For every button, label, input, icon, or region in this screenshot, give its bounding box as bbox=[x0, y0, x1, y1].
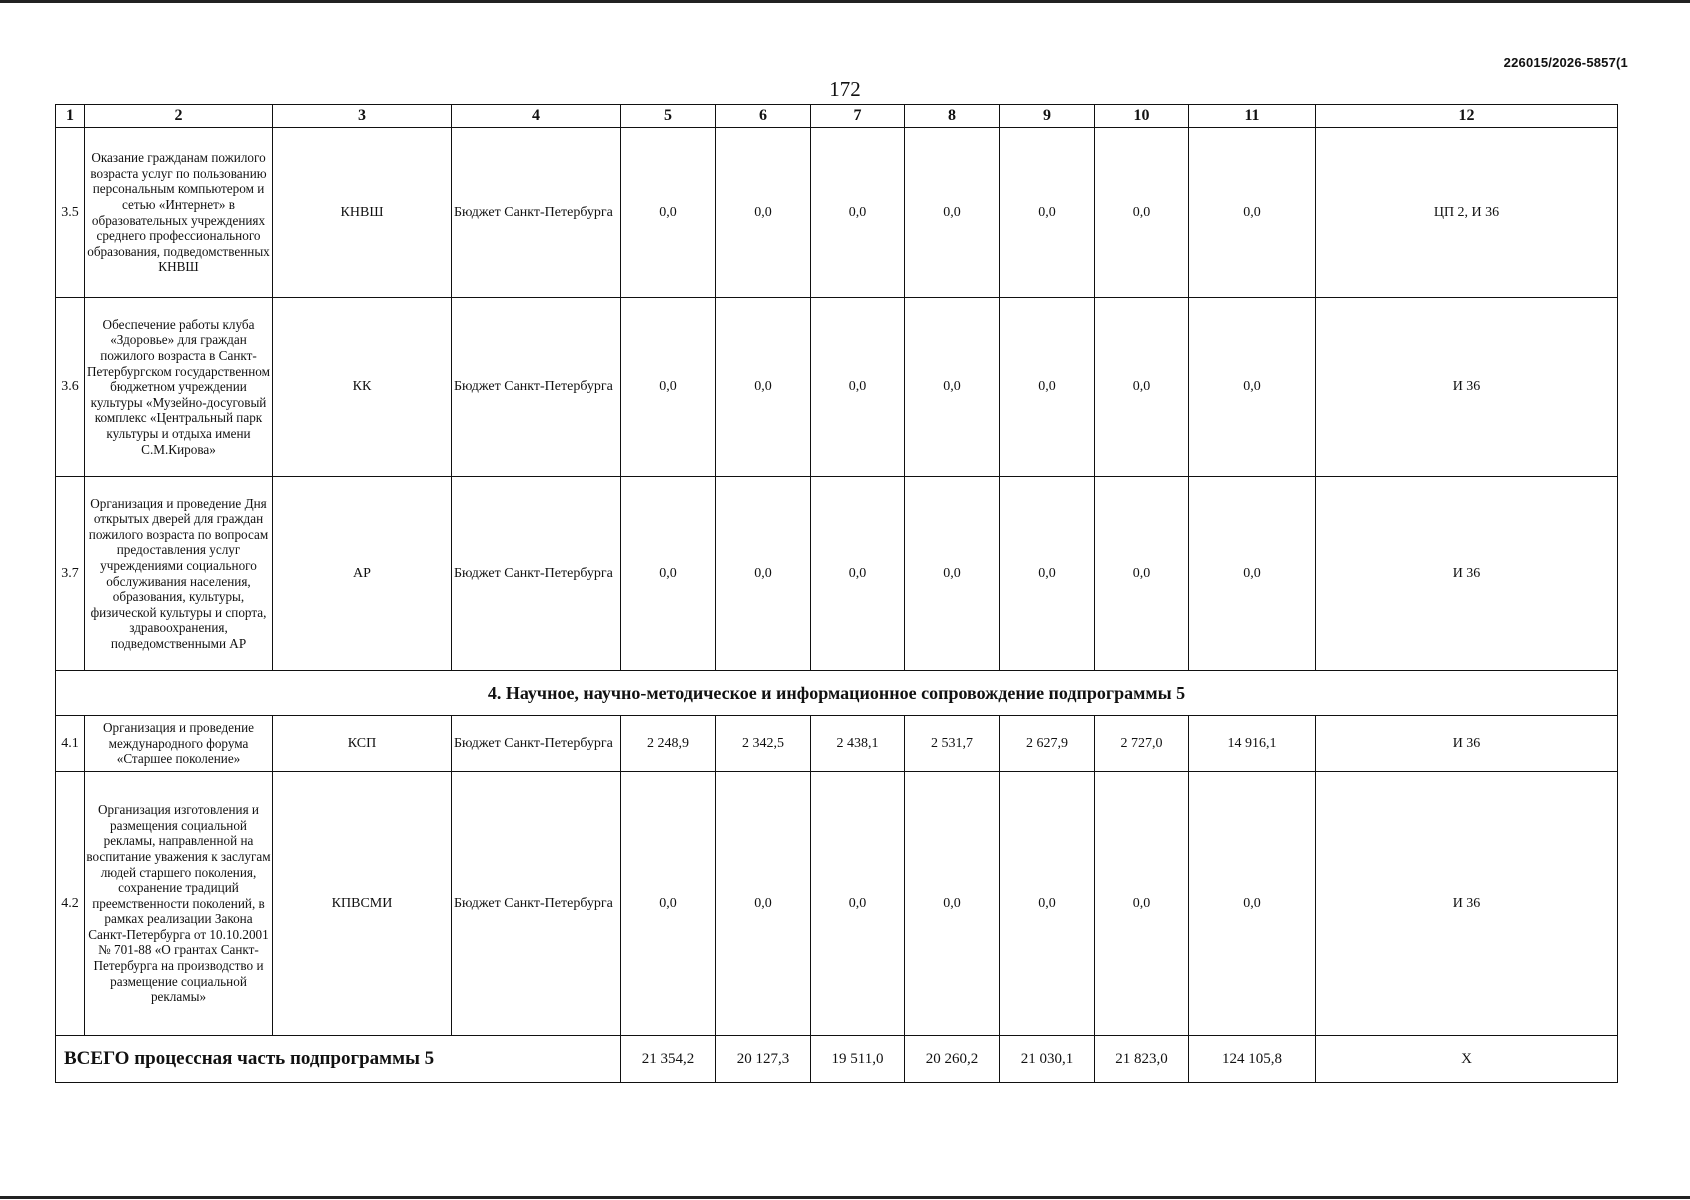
row-value: 0,0 bbox=[1000, 128, 1095, 298]
col-header: 5 bbox=[621, 105, 716, 128]
row-value: 0,0 bbox=[716, 298, 811, 477]
row-number: 4.1 bbox=[56, 716, 85, 772]
row-value: 0,0 bbox=[716, 477, 811, 671]
budget-table bbox=[55, 104, 1618, 1083]
row-value: 0,0 bbox=[1189, 298, 1316, 477]
row-value: 0,0 bbox=[1000, 298, 1095, 477]
row-value: 0,0 bbox=[1189, 128, 1316, 298]
row-executor: КСП bbox=[273, 716, 452, 772]
row-value: 0,0 bbox=[621, 477, 716, 671]
col-header: 2 bbox=[85, 105, 273, 128]
col-header: 12 bbox=[1316, 105, 1618, 128]
row-indicator: И 36 bbox=[1316, 716, 1618, 772]
row-value: 0,0 bbox=[811, 477, 905, 671]
row-value: 0,0 bbox=[1095, 477, 1189, 671]
total-row bbox=[56, 1036, 1618, 1083]
row-value: 0,0 bbox=[621, 128, 716, 298]
row-executor: КК bbox=[273, 298, 452, 477]
row-value: 2 248,9 bbox=[621, 716, 716, 772]
table-row bbox=[56, 772, 1618, 1036]
col-header: 8 bbox=[905, 105, 1000, 128]
row-value: 0,0 bbox=[1000, 477, 1095, 671]
row-executor: КПВСМИ bbox=[273, 772, 452, 1036]
row-value: 0,0 bbox=[1095, 298, 1189, 477]
total-value: 124 105,8 bbox=[1189, 1036, 1316, 1083]
row-value: 0,0 bbox=[811, 128, 905, 298]
row-value: 2 342,5 bbox=[716, 716, 811, 772]
row-value: 0,0 bbox=[905, 772, 1000, 1036]
row-executor: КНВШ bbox=[273, 128, 452, 298]
header-row bbox=[56, 105, 1618, 128]
total-value: 20 260,2 bbox=[905, 1036, 1000, 1083]
total-value: 20 127,3 bbox=[716, 1036, 811, 1083]
scan-bottom-border bbox=[0, 1196, 1690, 1199]
row-value: 0,0 bbox=[811, 772, 905, 1036]
col-header: 4 bbox=[452, 105, 621, 128]
page-number: 172 bbox=[829, 77, 861, 101]
row-value: 0,0 bbox=[905, 128, 1000, 298]
row-source: Бюджет Санкт-Петербурга bbox=[452, 128, 621, 298]
row-value: 2 438,1 bbox=[811, 716, 905, 772]
row-value: 0,0 bbox=[716, 128, 811, 298]
total-value: 19 511,0 bbox=[811, 1036, 905, 1083]
row-source: Бюджет Санкт-Петербурга bbox=[452, 716, 621, 772]
row-description: Обеспечение работы клуба «Здоровье» для граждан пожилого возраста в Санкт-Петербургском государственном бюджетном учреждении культуры «Музейно-досуговый комплекс «Центральный парк культуры и отдыха имени С.М.Кирова» bbox=[85, 298, 273, 477]
row-indicator: И 36 bbox=[1316, 772, 1618, 1036]
total-value: 21 823,0 bbox=[1095, 1036, 1189, 1083]
row-value: 0,0 bbox=[905, 298, 1000, 477]
scan-top-border bbox=[0, 0, 1690, 3]
row-value: 2 531,7 bbox=[905, 716, 1000, 772]
table-row bbox=[56, 298, 1618, 477]
row-number: 3.7 bbox=[56, 477, 85, 671]
row-description: Оказание гражданам пожилого возраста услуг по пользованию персональным компьютером и сетью «Интернет» в образовательных учреждениях среднего профессионального образования, подведомственных КНВШ bbox=[85, 128, 273, 298]
row-value: 2 627,9 bbox=[1000, 716, 1095, 772]
row-value: 0,0 bbox=[621, 298, 716, 477]
total-indicator: Х bbox=[1316, 1036, 1618, 1083]
total-value: 21 354,2 bbox=[621, 1036, 716, 1083]
table-row bbox=[56, 128, 1618, 298]
col-header: 7 bbox=[811, 105, 905, 128]
row-value: 0,0 bbox=[1189, 772, 1316, 1036]
col-header: 3 bbox=[273, 105, 452, 128]
row-value: 2 727,0 bbox=[1095, 716, 1189, 772]
col-header: 10 bbox=[1095, 105, 1189, 128]
row-description: Организация и проведение международного форума «Старшее поколение» bbox=[85, 716, 273, 772]
section-row bbox=[56, 671, 1618, 716]
row-indicator: И 36 bbox=[1316, 477, 1618, 671]
row-indicator: И 36 bbox=[1316, 298, 1618, 477]
row-indicator: ЦП 2, И 36 bbox=[1316, 128, 1618, 298]
row-number: 4.2 bbox=[56, 772, 85, 1036]
row-source: Бюджет Санкт-Петербурга bbox=[452, 477, 621, 671]
row-value: 0,0 bbox=[905, 477, 1000, 671]
total-label: ВСЕГО процессная часть подпрограммы 5 bbox=[56, 1036, 621, 1083]
row-description: Организация изготовления и размещения социальной рекламы, направленной на воспитание уважения к заслугам людей старшего поколения, сохранение традиций преемственности поколений, в рамках реализации Закона Санкт-Петербурга от 10.10.2001 № 701-88 «О грантах Санкт-Петербурга на производство и размещение социальной рекламы» bbox=[85, 772, 273, 1036]
row-number: 3.6 bbox=[56, 298, 85, 477]
total-value: 21 030,1 bbox=[1000, 1036, 1095, 1083]
row-value: 0,0 bbox=[1095, 772, 1189, 1036]
row-number: 3.5 bbox=[56, 128, 85, 298]
row-executor: АР bbox=[273, 477, 452, 671]
row-value: 0,0 bbox=[1095, 128, 1189, 298]
row-source: Бюджет Санкт-Петербурга bbox=[452, 298, 621, 477]
row-value: 0,0 bbox=[811, 298, 905, 477]
row-value: 0,0 bbox=[1189, 477, 1316, 671]
table-row bbox=[56, 477, 1618, 671]
document-id: 226015/2026-5857(1 bbox=[1503, 55, 1628, 70]
row-source: Бюджет Санкт-Петербурга bbox=[452, 772, 621, 1036]
row-value: 0,0 bbox=[1000, 772, 1095, 1036]
table-row bbox=[56, 716, 1618, 772]
row-description: Организация и проведение Дня открытых дверей для граждан пожилого возраста по вопросам предоставления услуг учреждениями социального обслуживания населения, образования, культуры, физической культуры и спорта, здравоохранения, подведомственными АР bbox=[85, 477, 273, 671]
col-header: 1 bbox=[56, 105, 85, 128]
col-header: 9 bbox=[1000, 105, 1095, 128]
row-value: 14 916,1 bbox=[1189, 716, 1316, 772]
col-header: 11 bbox=[1189, 105, 1316, 128]
row-value: 0,0 bbox=[621, 772, 716, 1036]
section-title: 4. Научное, научно-методическое и информационное сопровождение подпрограммы 5 bbox=[56, 671, 1618, 716]
col-header: 6 bbox=[716, 105, 811, 128]
row-value: 0,0 bbox=[716, 772, 811, 1036]
